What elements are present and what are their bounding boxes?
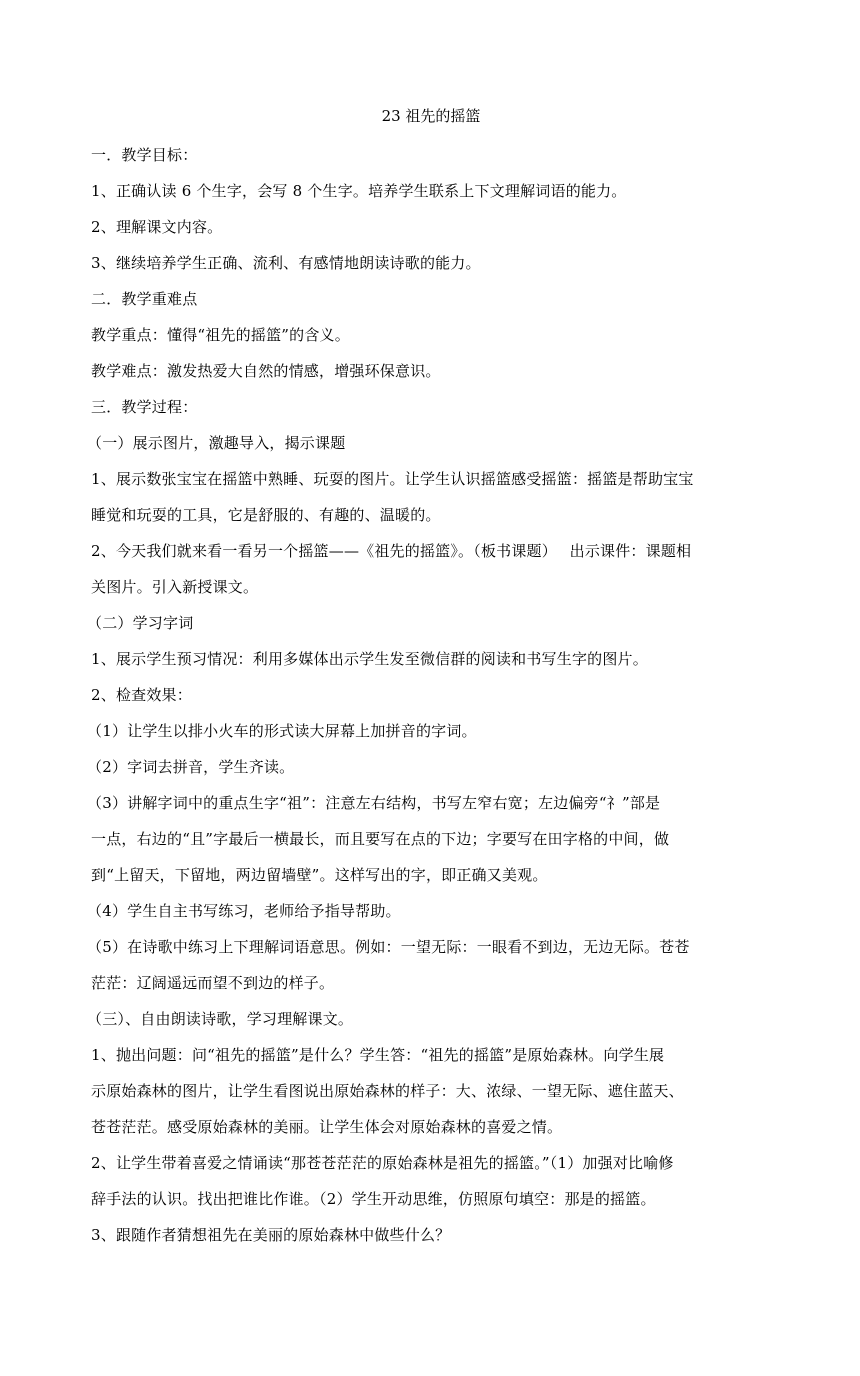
paragraph-line: 3、跟随作者猜想祖先在美丽的原始森林中做些什么？ [91, 1226, 451, 1244]
subsection-heading: （三）、自由朗读诗歌，学习理解课文。 [87, 1010, 354, 1028]
paragraph-line: 苍苍茫茫。感受原始森林的美丽。让学生体会对原始森林的喜爱之情。 [91, 1118, 563, 1136]
paragraph-line: 1、展示学生预习情况：利用多媒体出示学生发至微信群的阅读和书写生字的图片。 [91, 650, 648, 668]
section-heading-objectives: 一．教学目标： [91, 146, 198, 164]
paragraph-line: 2、让学生带着喜爱之情诵读“那苍苍茫茫的原始森林是祖先的摇篮。”（1）加强对比喻修 [91, 1154, 674, 1172]
paragraph-line: 辞手法的认识。找出把谁比作谁。（2）学生开动思维，仿照原句填空：那是的摇篮。 [91, 1190, 656, 1208]
paragraph-line: 2、今天我们就来看一看另一个摇篮——《祖先的摇篮》。（板书课题） 出示课件：课题相 [91, 542, 692, 560]
paragraph-line: 关图片。引入新授课文。 [91, 578, 259, 596]
document-title: 23 祖先的摇篮 [381, 107, 481, 125]
paragraph-line: 到“上留天，下留地，两边留墙壁”。这样写出的字，即正确又美观。 [91, 866, 548, 884]
paragraph-line: 2、检查效果： [91, 686, 192, 704]
paragraph-line: 3、继续培养学生正确、流利、有感情地朗读诗歌的能力。 [91, 254, 481, 272]
section-heading-key-points: 二．教学重难点 [91, 290, 198, 308]
paragraph-line: 1、展示数张宝宝在摇篮中熟睡、玩耍的图片。让学生认识摇篮感受摇篮：摇篮是帮助宝宝 [91, 470, 694, 488]
paragraph-line: （5）在诗歌中练习上下理解词语意思。例如：一望无际：一眼看不到边，无边无际。苍苍 [87, 938, 690, 956]
section-heading-process: 三．教学过程： [91, 398, 198, 416]
paragraph-line: （3）讲解字词中的重点生字“祖”：注意左右结构，书写左窄右宽；左边偏旁“礻”部是 [87, 794, 661, 812]
paragraph-line: 教学重点：懂得“祖先的摇篮”的含义。 [91, 326, 350, 344]
paragraph-line: 睡觉和玩耍的工具，它是舒服的、有趣的、温暖的。 [91, 506, 441, 524]
paragraph-line: （4）学生自主书写练习，老师给予指导帮助。 [87, 902, 401, 920]
paragraph-line: 1、正确认读 6 个生字，会写 8 个生字。培养学生联系上下文理解词语的能力。 [91, 182, 627, 200]
paragraph-line: 2、理解课文内容。 [91, 218, 223, 236]
paragraph-line: （2）字词去拼音，学生齐读。 [87, 758, 295, 776]
paragraph-line: 茫茫：辽阔遥远而望不到边的样子。 [91, 974, 335, 992]
paragraph-line: （1）让学生以排小火车的形式读大屏幕上加拼音的字词。 [87, 722, 477, 740]
paragraph-line: 一点，右边的“且”字最后一横最长，而且要写在点的下边；字要写在田字格的中间，做 [91, 830, 670, 848]
subsection-heading: （二）学习字词 [87, 614, 194, 632]
paragraph-line: 1、抛出问题：问“祖先的摇篮”是什么？学生答：“祖先的摇篮”是原始森林。向学生展 [91, 1046, 665, 1064]
paragraph-line: 教学难点：激发热爱大自然的情感，增强环保意识。 [91, 362, 441, 380]
subsection-heading: （一）展示图片，激趣导入，揭示课题 [87, 434, 346, 452]
paragraph-line: 示原始森林的图片，让学生看图说出原始森林的样子：大、浓绿、一望无际、遮住蓝天、 [91, 1082, 684, 1100]
